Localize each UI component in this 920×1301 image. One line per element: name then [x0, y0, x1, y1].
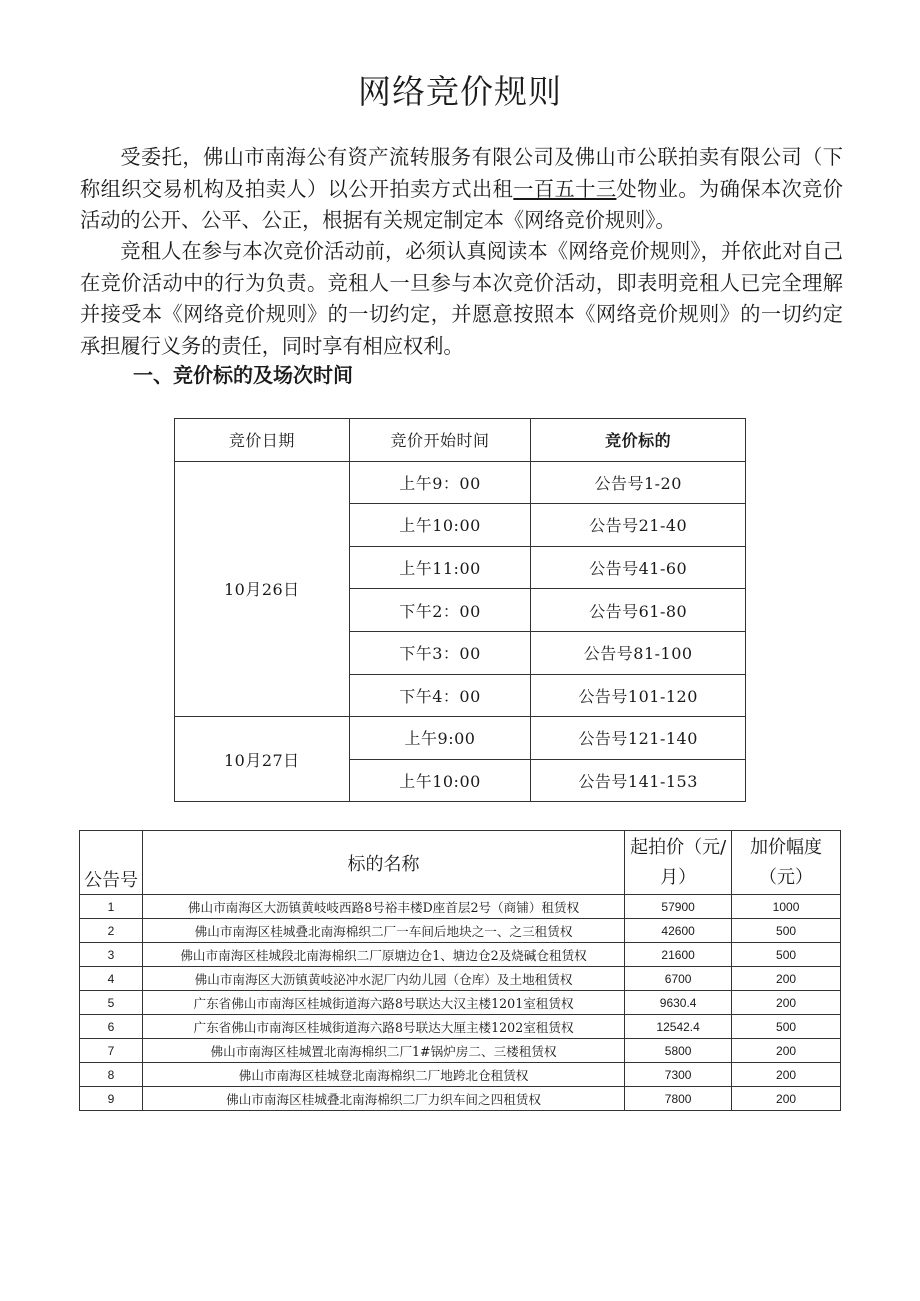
schedule-header-date: 竞价日期 — [175, 419, 350, 462]
lot-price: 5800 — [625, 1039, 732, 1063]
lot-no: 4 — [80, 967, 143, 991]
lot-increment: 500 — [732, 1015, 841, 1039]
schedule-date: 10月26日 — [175, 461, 350, 717]
lot-increment: 1000 — [732, 895, 841, 919]
table-row — [80, 1039, 841, 1063]
property-count: 一百五十三 — [513, 176, 617, 201]
lot-price: 6700 — [625, 967, 732, 991]
schedule-time: 上午11:00 — [349, 546, 531, 589]
lots-header-row — [80, 831, 841, 895]
lot-name: 佛山市南海区桂城叠北南海棉织二厂一车间后地块之一、之三租赁权 — [142, 919, 624, 943]
table-row — [80, 967, 841, 991]
lots-header-inc-line1: 加价幅度 — [750, 836, 823, 858]
table-row — [80, 991, 841, 1015]
schedule-lots: 公告号21-40 — [531, 504, 746, 547]
lot-increment: 200 — [732, 1063, 841, 1087]
lots-header-name: 标的名称 — [142, 831, 624, 895]
lot-increment: 500 — [732, 919, 841, 943]
page-title: 网络竞价规则 — [358, 72, 562, 111]
section-heading: 一、竞价标的及场次时间 — [133, 363, 353, 387]
lot-name: 佛山市南海区大沥镇黄岐泌冲水泥厂内幼儿园（仓库）及土地租赁权 — [142, 967, 624, 991]
lots-header-no: 公告号 — [80, 831, 143, 895]
lot-price: 9630.4 — [625, 991, 732, 1015]
lots-header-price-line2: 月） — [660, 866, 697, 888]
lot-price: 21600 — [625, 943, 732, 967]
lots-header-increment — [732, 831, 841, 895]
table-row — [80, 1015, 841, 1039]
lot-price: 12542.4 — [625, 1015, 732, 1039]
table-row — [80, 1063, 841, 1087]
lot-no: 3 — [80, 943, 143, 967]
schedule-time: 上午9：00 — [349, 461, 531, 504]
intro-paragraph — [80, 142, 843, 237]
lot-price: 7800 — [625, 1087, 732, 1111]
lot-no: 1 — [80, 895, 143, 919]
lot-price: 7300 — [625, 1063, 732, 1087]
lot-increment: 200 — [732, 967, 841, 991]
schedule-header-row — [175, 419, 746, 462]
schedule-lots: 公告号121-140 — [531, 717, 746, 760]
intro-text-b: 处物业。为确保本次竞价活动的公开、公平、公正，根据有关规定制定本《网络竞价规则》。 — [80, 176, 843, 232]
schedule-lots: 公告号81-100 — [531, 631, 746, 674]
table-row — [80, 1087, 841, 1111]
lot-no: 7 — [80, 1039, 143, 1063]
schedule-lots: 公告号101-120 — [531, 674, 746, 717]
schedule-lots: 公告号141-153 — [531, 759, 746, 802]
schedule-time: 下午2：00 — [349, 589, 531, 632]
schedule-time: 下午4：00 — [349, 674, 531, 717]
lot-no: 8 — [80, 1063, 143, 1087]
lots-header-inc-line2: （元） — [759, 866, 814, 888]
intro-text-a: 受委托，佛山市南海公有资产流转服务有限公司及佛山市公联拍卖有限公司（下称组织交易机构及拍卖人）以公开拍卖方式出租 — [80, 145, 843, 201]
table-row — [80, 943, 841, 967]
schedule-time: 上午10:00 — [349, 504, 531, 547]
lot-no: 5 — [80, 991, 143, 1015]
schedule-lots: 公告号61-80 — [531, 589, 746, 632]
lot-name: 佛山市南海区大沥镇黄岐岐西路8号裕丰楼D座首层2号（商铺）租赁权 — [142, 895, 624, 919]
schedule-time: 上午9:00 — [349, 717, 531, 760]
lot-name: 佛山市南海区桂城叠北南海棉织二厂力织车间之四租赁权 — [142, 1087, 624, 1111]
lot-name: 佛山市南海区桂城登北南海棉织二厂地跨北仓租赁权 — [142, 1063, 624, 1087]
lot-increment: 200 — [732, 1039, 841, 1063]
lot-price: 57900 — [625, 895, 732, 919]
lots-header-price-line1: 起拍价（元/ — [630, 836, 727, 858]
schedule-row — [175, 461, 746, 504]
schedule-time: 下午3：00 — [349, 631, 531, 674]
lot-increment: 200 — [732, 1087, 841, 1111]
table-row — [80, 919, 841, 943]
lots-table — [79, 830, 841, 1111]
lot-increment: 200 — [732, 991, 841, 1015]
lot-no: 2 — [80, 919, 143, 943]
table-row — [80, 895, 841, 919]
lot-no: 9 — [80, 1087, 143, 1111]
schedule-lots: 公告号41-60 — [531, 546, 746, 589]
schedule-lots: 公告号1-20 — [531, 461, 746, 504]
schedule-table — [174, 418, 746, 802]
lot-name: 佛山市南海区桂城置北南海棉织二厂1#锅炉房二、三楼租赁权 — [142, 1039, 624, 1063]
notice-paragraph: 竞租人在参与本次竞价活动前，必须认真阅读本《网络竞价规则》，并依此对自己在竞价活动中的行为负责。竞租人一旦参与本次竞价活动，即表明竞租人已完全理解并接受本《网络竞价规则》的一切约定，并愿意按照本《网络竞价规则》的一切约定承担履行义务的责任，同时享有相应权利。 — [80, 239, 843, 358]
lot-increment: 500 — [732, 943, 841, 967]
schedule-date: 10月27日 — [175, 717, 350, 802]
schedule-header-lots: 竞价标的 — [531, 419, 746, 462]
schedule-header-time: 竞价开始时间 — [349, 419, 531, 462]
lot-no: 6 — [80, 1015, 143, 1039]
schedule-time: 上午10:00 — [349, 759, 531, 802]
lot-price: 42600 — [625, 919, 732, 943]
schedule-row — [175, 717, 746, 760]
lot-name: 广东省佛山市南海区桂城街道海六路8号联达大厘主楼1202室租赁权 — [142, 1015, 624, 1039]
lots-header-price — [625, 831, 732, 895]
lot-name: 广东省佛山市南海区桂城街道海六路8号联达大汉主楼1201室租赁权 — [142, 991, 624, 1015]
lot-name: 佛山市南海区桂城段北南海棉织二厂原塘边仓1、塘边仓2及烧碱仓租赁权 — [142, 943, 624, 967]
